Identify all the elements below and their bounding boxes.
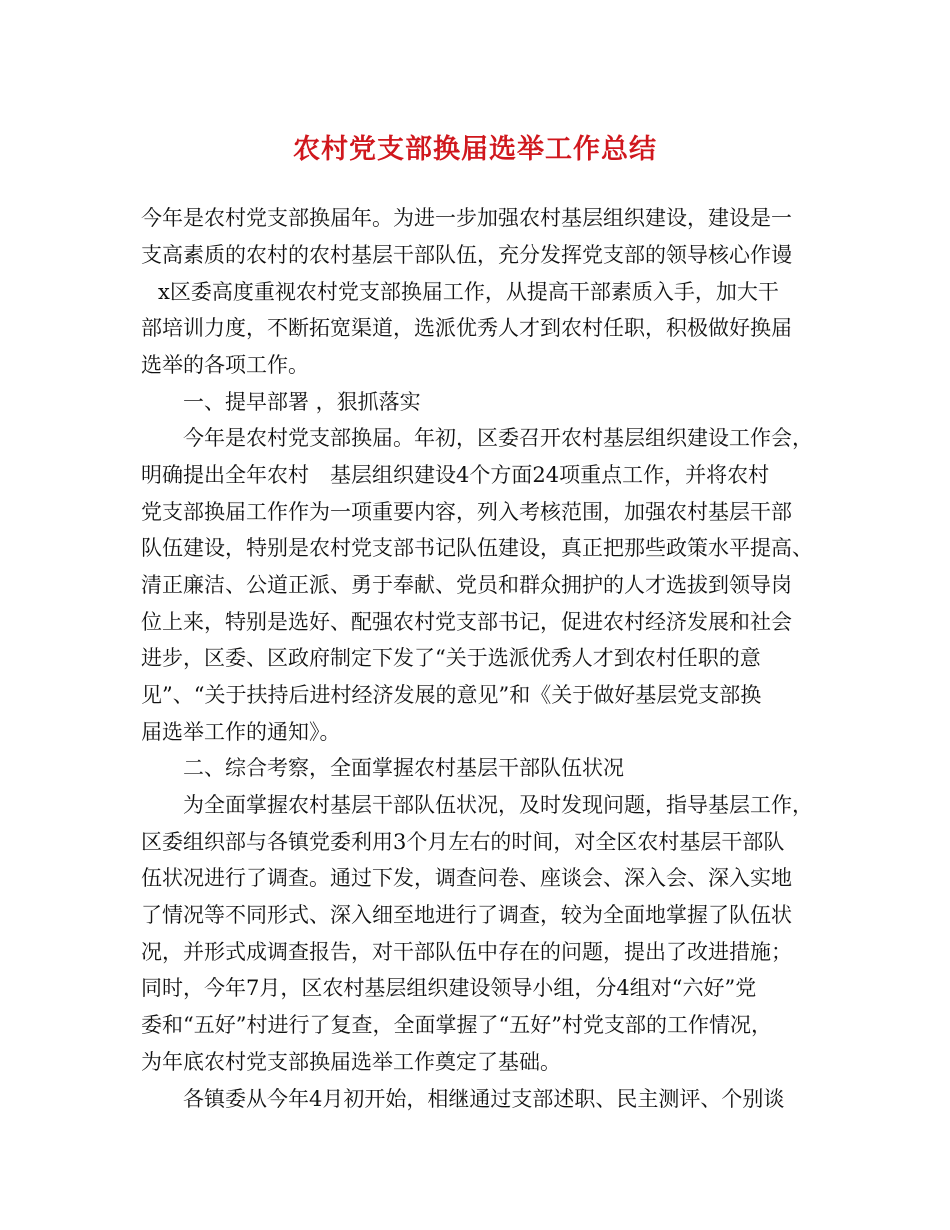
- body-line: 位上来，特别是选好、配强农村党支部书记，促进农村经济发展和社会: [141, 610, 792, 634]
- body-line: 支高素质的农村的农村基层干部队伍，充分发挥党支部的领导核心作谩: [141, 243, 792, 267]
- section-heading: 一、提早部署 ，狠抓落实: [183, 390, 421, 414]
- body-line: 见”、“关于扶持后进村经济发展的意见”和《关于做好基层党支部换: [141, 683, 762, 707]
- body-line: 各镇委从今年4月初开始，相继通过支部述职、民主测评、个别谈: [183, 1087, 785, 1111]
- body-line: 届选举工作的通知》。: [141, 720, 341, 744]
- body-line: 明确提出全年农村 基层组织建设4个方面24项重点工作，并将农村: [141, 463, 770, 487]
- body-line: 进步，区委、区政府制定下发了“关于选派优秀人才到农村任职的意: [141, 646, 761, 670]
- body-line: 为全面掌握农村基层干部队伍状况，及时发现问题，指导基层工作，: [183, 793, 813, 817]
- body-line: 清正廉洁、公道正派、勇于奉献、党员和群众拥护的人才选拔到领导岗: [141, 573, 792, 597]
- section-heading: 二、综合考察，全面掌握农村基层干部队伍状况: [183, 756, 624, 780]
- body-line: 伍状况进行了调查。通过下发，调查问卷、座谈会、深入会、深入实地: [141, 866, 792, 890]
- body-line: 党支部换届工作作为一项重要内容，列入考核范围，加强农村基层干部: [141, 500, 792, 524]
- body-line: 队伍建设，特别是农村党支部书记队伍建设，真正把那些政策水平提高、: [141, 536, 813, 560]
- body-line: 委和“五好”村进行了复查，全面掌握了“五好”村党支部的工作情况，: [141, 1013, 772, 1037]
- body-line: 为年底农村党支部换届选举工作奠定了基础。: [141, 1050, 561, 1074]
- body-line: 今年是农村党支部换届。年初，区委召开农村基层组织建设工作会，: [183, 426, 813, 450]
- body-line: x区委高度重视农村党支部换届工作，从提高干部素质入手，加大干: [158, 280, 779, 304]
- body-line: 今年是农村党支部换届年。为进一步加强农村基层组织建设，建设是一: [141, 206, 792, 230]
- body-line: 况，并形式成调查报告，对干部队伍中存在的问题，提出了改进措施；: [141, 940, 792, 964]
- body-line: 区委组织部与各镇党委利用3个月左右的时间，对全区农村基层干部队: [141, 830, 785, 854]
- document-title: 农村党支部换届选举工作总结: [293, 134, 657, 165]
- body-line: 同时，今年7月，区农村基层组织建设领导小组，分4组对“六好”党: [141, 976, 757, 1000]
- body-line: 选举的各项工作。: [141, 353, 309, 377]
- body-line: 了情况等不同形式、深入细至地进行了调查，较为全面地掌握了队伍状: [141, 903, 792, 927]
- body-line: 部培训力度，不断拓宽渠道，选派优秀人才到农村任职，积极做好换届: [141, 316, 792, 340]
